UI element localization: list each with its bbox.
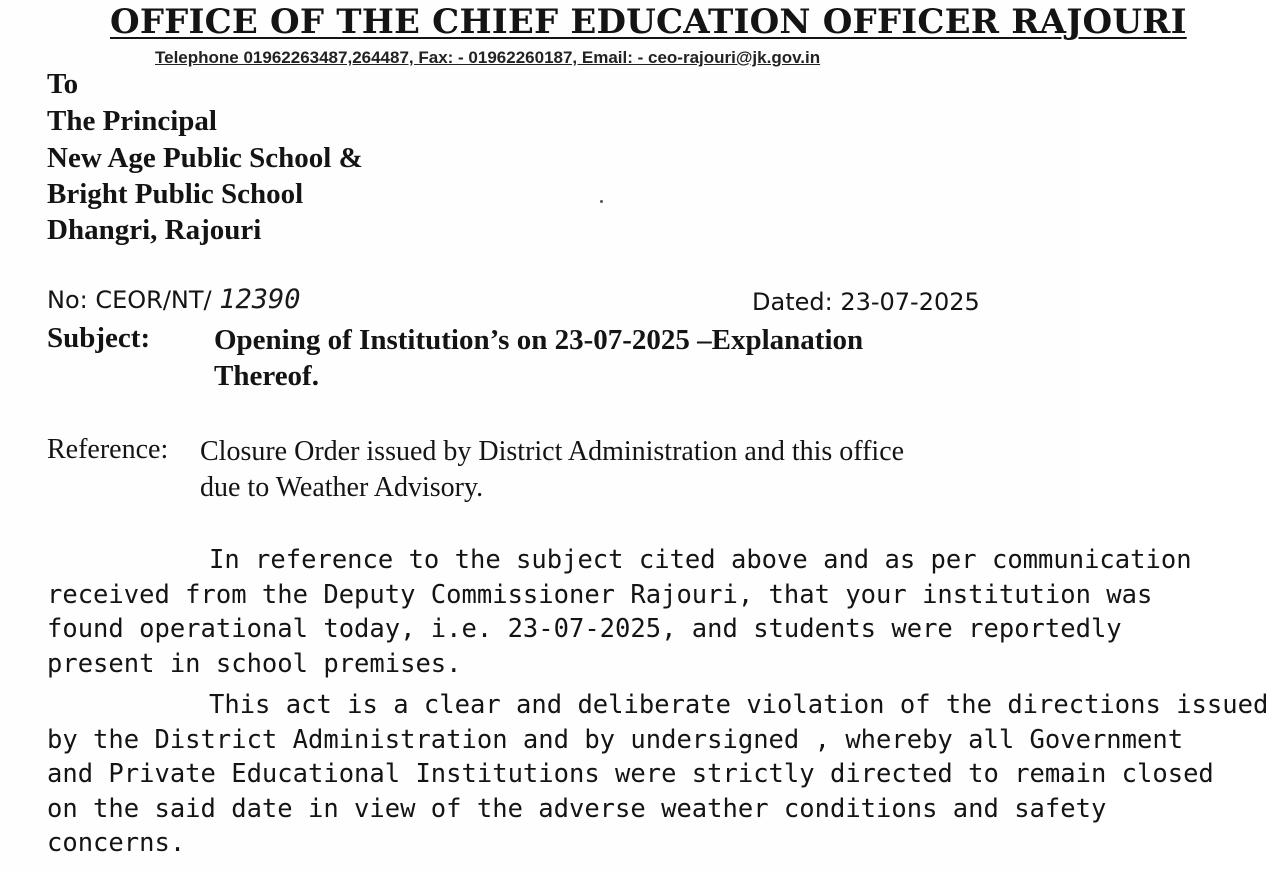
paragraph-line: present in school premises. bbox=[47, 648, 462, 679]
subject-line-2: Thereof. bbox=[214, 360, 319, 392]
subject-line-1: Opening of Institution’s on 23-07-2025 –Explanation bbox=[214, 324, 864, 356]
paragraph-line: This act is a clear and deliberate violation of the directions issued bbox=[209, 690, 1268, 720]
subject-label: Subject: bbox=[47, 322, 151, 354]
reference-label: Reference: bbox=[47, 434, 169, 465]
paragraph-line: In reference to the subject cited above and as per communication bbox=[209, 545, 1192, 575]
scan-speck bbox=[600, 200, 603, 203]
paragraph-line: and Private Educational Institutions were strictly directed to remain closed bbox=[47, 759, 1214, 789]
paragraph-line: concerns. bbox=[47, 828, 186, 858]
addressee-line-1: The Principal bbox=[47, 105, 217, 137]
paragraph-line: on the said date in view of the adverse weather conditions and safety bbox=[47, 793, 1107, 824]
reference-line-1: Closure Order issued by District Administration and this office bbox=[200, 436, 905, 467]
addressee-line-2: New Age Public School & bbox=[47, 142, 363, 174]
reference-number bbox=[47, 284, 301, 315]
reference-number-prefix: No: CEOR/NT/ bbox=[47, 286, 220, 314]
paragraph-line: received from the Deputy Commissioner Rajouri, that your institution was bbox=[47, 579, 1153, 610]
paragraph-line: by the District Administration and by undersigned , whereby all Government bbox=[47, 724, 1184, 755]
addressee-line-3: Bright Public School bbox=[47, 178, 304, 210]
reference-text bbox=[200, 434, 904, 506]
body-paragraph-1 bbox=[47, 543, 1192, 681]
paragraph-line: found operational today, i.e. 23-07-2025, and students were reportedly bbox=[47, 614, 1122, 644]
reference-number-handwritten: 12390 bbox=[219, 284, 301, 315]
reference-line-2: due to Weather Advisory. bbox=[200, 472, 484, 503]
body-paragraph-2 bbox=[47, 688, 1268, 861]
subject-text bbox=[214, 322, 863, 394]
addressee-to: To bbox=[47, 68, 79, 100]
dated: Dated: 23-07-2025 bbox=[752, 288, 980, 316]
office-title: OFFICE OF THE CHIEF EDUCATION OFFICER RAJOURI bbox=[110, 2, 1187, 42]
addressee-line-4: Dhangri, Rajouri bbox=[47, 214, 262, 246]
contact-line: Telephone 01962263487,264487, Fax: - 01962260187, Email: - ceo-rajouri@jk.gov.in bbox=[155, 48, 821, 67]
